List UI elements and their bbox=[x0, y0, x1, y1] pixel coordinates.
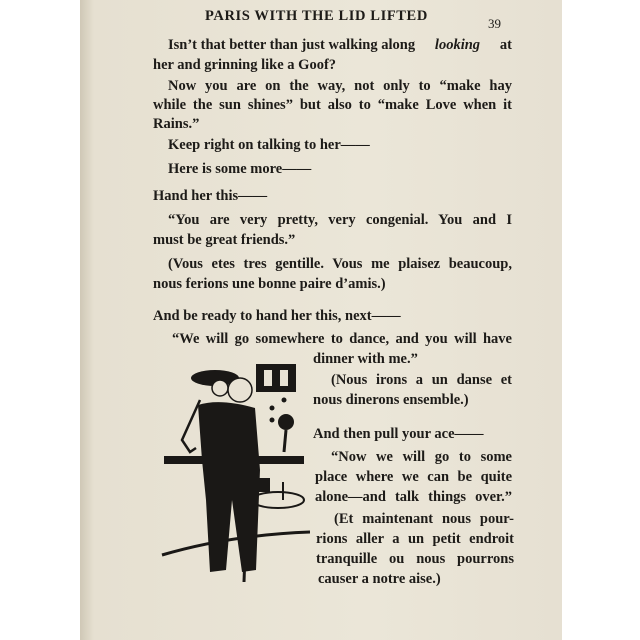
paragraph-line: (Et maintenant nous pour- bbox=[334, 511, 514, 527]
paragraph-line bbox=[168, 36, 512, 54]
man-head bbox=[228, 378, 252, 402]
lamp-shade bbox=[256, 364, 296, 392]
paragraph-line: “Now we will go to some bbox=[331, 449, 512, 465]
text-span: at bbox=[499, 37, 512, 53]
paragraph-line: (Nous irons a un danse et bbox=[331, 372, 512, 388]
paragraph-line: “We will go somewhere to dance, and you will have bbox=[172, 331, 512, 347]
paragraph-line: And be ready to hand her this, next—— bbox=[153, 308, 401, 324]
paragraph-line: causer a notre aise.) bbox=[318, 571, 441, 587]
paragraph-line: nous dinerons ensemble.) bbox=[313, 392, 469, 408]
couple-illustration bbox=[160, 360, 310, 585]
flower-vase bbox=[278, 414, 294, 430]
italic-word: looking bbox=[434, 37, 481, 53]
paragraph-line: while the sun shines” but also to “make Love when it bbox=[153, 97, 512, 113]
paragraph-line: Hand her this—— bbox=[153, 188, 268, 204]
paragraph-line: “You are very pretty, very congenial. You and I bbox=[168, 212, 512, 228]
text-span: Isn’t that better than just walking along bbox=[168, 37, 416, 53]
paragraph-line: And then pull your ace—— bbox=[313, 426, 484, 442]
paragraph-line: Now you are on the way, not only to “make hay bbox=[168, 78, 512, 94]
paragraph-line: tranquille ou nous pourrons bbox=[316, 551, 514, 567]
paragraph-line: dinner with me.” bbox=[313, 351, 418, 367]
paragraph-line: Keep right on talking to her—— bbox=[168, 137, 370, 153]
top-hat bbox=[254, 478, 270, 492]
figures-silhouette bbox=[198, 402, 260, 572]
paragraph-line: Here is some more—— bbox=[168, 161, 312, 177]
paragraph-line: place where we can be quite bbox=[315, 469, 512, 485]
paragraph-line: Rains.” bbox=[153, 116, 200, 132]
paragraph-line: her and grinning like a Goof? bbox=[153, 57, 337, 73]
page-number: 39 bbox=[488, 16, 501, 31]
paragraph-line: nous ferions une bonne paire d’amis.) bbox=[153, 276, 386, 292]
paragraph-line: alone—and talk things over.” bbox=[315, 489, 512, 505]
paragraph-line: rions aller a un petit endroit bbox=[316, 531, 514, 547]
paragraph-line: must be great friends.” bbox=[153, 232, 296, 248]
paragraph-line: (Vous etes tres gentille. Vous me plaisez beaucoup, bbox=[168, 256, 512, 272]
running-header: PARIS WITH THE LID LIFTED bbox=[205, 8, 428, 24]
